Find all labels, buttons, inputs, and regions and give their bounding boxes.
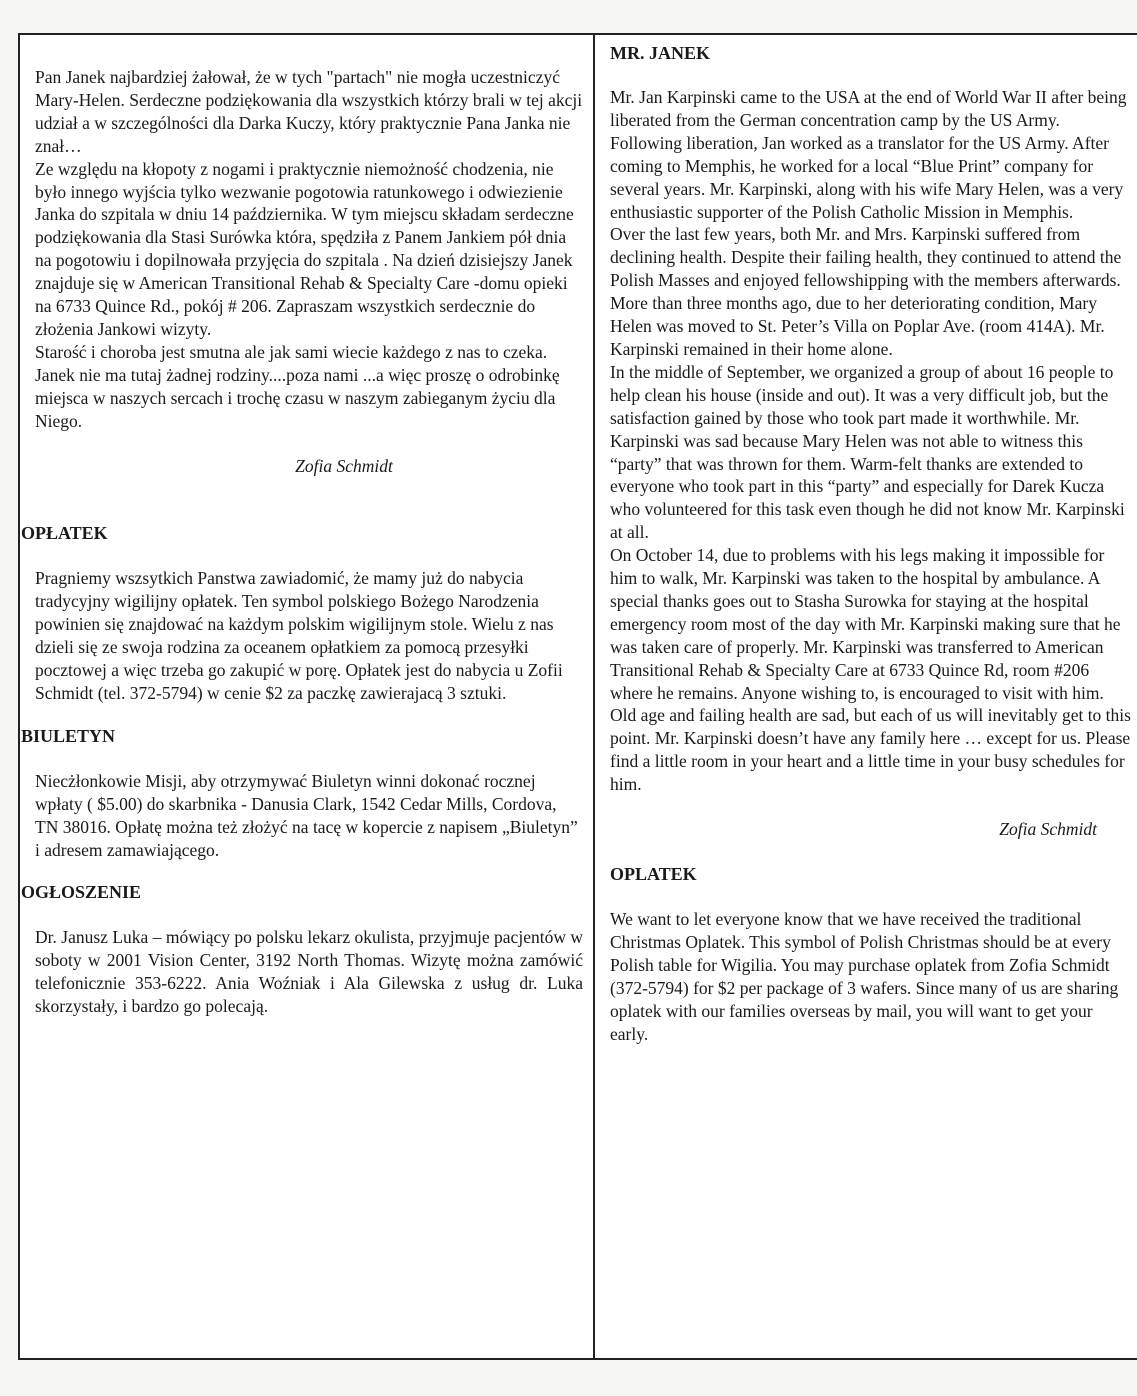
- biuletyn-paragraph: Niecżłonkowie Misji, aby otrzymywać Biuletyn winni dokonać rocznej wpłaty ( $5.00) do skarbnika - Danusia Clark, 1542 Cedar Mills, Cordova, TN 38016. Opłatę można też złożyć na tacę w kopercie z napisem „Biuletyn” i adresem zamawiającego.: [35, 770, 578, 860]
- janek-en-paragraph: More than three months ago, due to her deteriorating condition, Mary Helen was moved to St. Peter’s Villa on Poplar Ave. (room 414A). Mr. Karpinski remained in their home alone.: [610, 293, 1105, 359]
- signature: Zofia Schmidt: [295, 455, 393, 476]
- section-heading-ogloszenie: OGŁOSZENIE: [21, 882, 142, 903]
- right-column: [610, 33, 1132, 1045]
- janek-pl-paragraph: Ze względu na kłopoty z nogami i praktycznie niemożność chodzenia, nie było innego wyjścia tylko wezwanie pogotowia ratunkowego i odwiezienie Janka do szpitala w dniu 14 października. W tym miejscu składam serdeczne podziękowania dla Stasi Surówka która, spędziła z Panem Jankiem pół dnia na pogotowiu i dopilnowała przyjęcia do szpitala . Na dzień dzisiejszy Janek znajduje się w American Transitional Rehab & Specialty Care -domu opieki na 6733 Quince Rd., pokój # 206. Zapraszam wszystkich serdecznie do złożenia Jankowi wizyty.: [35, 158, 574, 339]
- janek-en-paragraph: In the middle of September, we organized a group of about 16 people to help clean his house (inside and out). It was a very difficult job, but the satisfaction gained by those who took part made it worthwhile. Mr. Karpinski was sad because Mary Helen was not able to witness this “party” that was thrown for them. Warm-felt thanks are extended to everyone who took part in this “party” and especially for Darek Kucza who volunteered for this task even though he did not know Mr. Karpinski at all.: [610, 361, 1125, 543]
- oplatek-pl-paragraph: Pragniemy wszsytkich Panstwa zawiadomić, że mamy już do nabycia tradycyjny wigilijny opłatek. Ten symbol polskiego Bożego Narodzenia powinien się znajdować na każdym polskim wigilijnym stole. Wielu z nas dzieli się ze swoja rodzina za oceanem opłatkiem za pomocą przesyłki pocztowej a więc trzeba go zakupić w porę. Opłatek jest do nabycia u Zofii Schmidt (tel. 372-5794) w cenie $2 za paczkę zawierajacą 3 sztuki.: [35, 568, 563, 703]
- signature: Zofia Schmidt: [999, 819, 1097, 840]
- janek-pl-paragraph: Starość i choroba jest smutna ale jak sami wiecie każdego z nas to czeka. Janek nie ma tutaj żadnej rodziny....poza nami ...a więc proszę o odrobinkę miejsca w naszych sercach i trochę czasu w naszym zabieganym życiu dla Niego.: [35, 341, 560, 431]
- janek-en-paragraph: Old age and failing health are sad, but each of us will inevitably get to this point. Mr. Karpinski doesn’t have any family here … except for us. Please find a little room in your heart and a little time in your busy schedules for him.: [610, 705, 1131, 795]
- janek-en-paragraph: Mr. Jan Karpinski came to the USA at the end of World War II after being liberated from the German concentration camp by the US Army. Following liberation, Jan worked as a translator for the US Army. After coming to Memphis, he worked for a local “Blue Print” company for several years. Mr. Karpinski, along with his wife Mary Helen, was a very enthusiastic supporter of the Polish Catholic Mission in Memphis.: [610, 87, 1127, 222]
- section-heading-oplatek-en: OPLATEK: [610, 864, 697, 884]
- janek-en-paragraph: On October 14, due to problems with his legs making it impossible for him to walk, Mr. Karpinski was taken to the hospital by ambulance. A special thanks goes out to Stasha Surowka for staying at the hospital emergency room most of the day with Mr. Karpinski making sure that he was taken care of properly. Mr. Karpinski was transferred to American Transitional Rehab & Specialty Care at 6733 Quince Rd, room #206 where he remains. Anyone wishing to, is encouraged to visit with him.: [610, 545, 1121, 703]
- ogloszenie-paragraph: Dr. Janusz Luka – mówiący po polsku lekarz okulista, przyjmuje pacjentów w soboty w 2001 Vision Center, 3192 North Thomas. Wizytę można zamówić telefonicznie 353-6222. Ania Woźniak i Ala Gilewska z usług dr. Luka skorzystały, i bardzo go polecają.: [35, 927, 583, 1017]
- left-column: [21, 33, 583, 1018]
- section-heading-mr-janek: MR. JANEK: [610, 43, 710, 63]
- oplatek-en-paragraph: We want to let everyone know that we have received the traditional Christmas Oplatek. This symbol of Polish Christmas should be at every Polish table for Wigilia. You may purchase oplatek from Zofia Schmidt (372-5794) for $2 per package of 3 wafers. Since many of us are sharing oplatek with our families overseas by mail, you will want to get your early.: [610, 909, 1119, 1044]
- column-divider: [593, 33, 595, 1360]
- section-heading-biuletyn: BIULETYN: [21, 725, 116, 746]
- section-heading-oplatek-pl: OPŁATEK: [21, 523, 108, 544]
- janek-pl-paragraph: Pan Janek najbardziej żałował, że w tych "partach" nie mogła uczestniczyć Mary-Helen. Serdeczne podziękowania dla wszystkich którzy brali w tej akcji udział a w szczególności dla Darka Kuczy, który praktycznie Pana Janka nie znał…: [35, 67, 583, 156]
- janek-en-paragraph: Over the last few years, both Mr. and Mrs. Karpinski suffered from declining health. Despite their failing health, they continued to attend the Polish Masses and enjoyed fellowshipping with the members afterwards.: [610, 224, 1122, 291]
